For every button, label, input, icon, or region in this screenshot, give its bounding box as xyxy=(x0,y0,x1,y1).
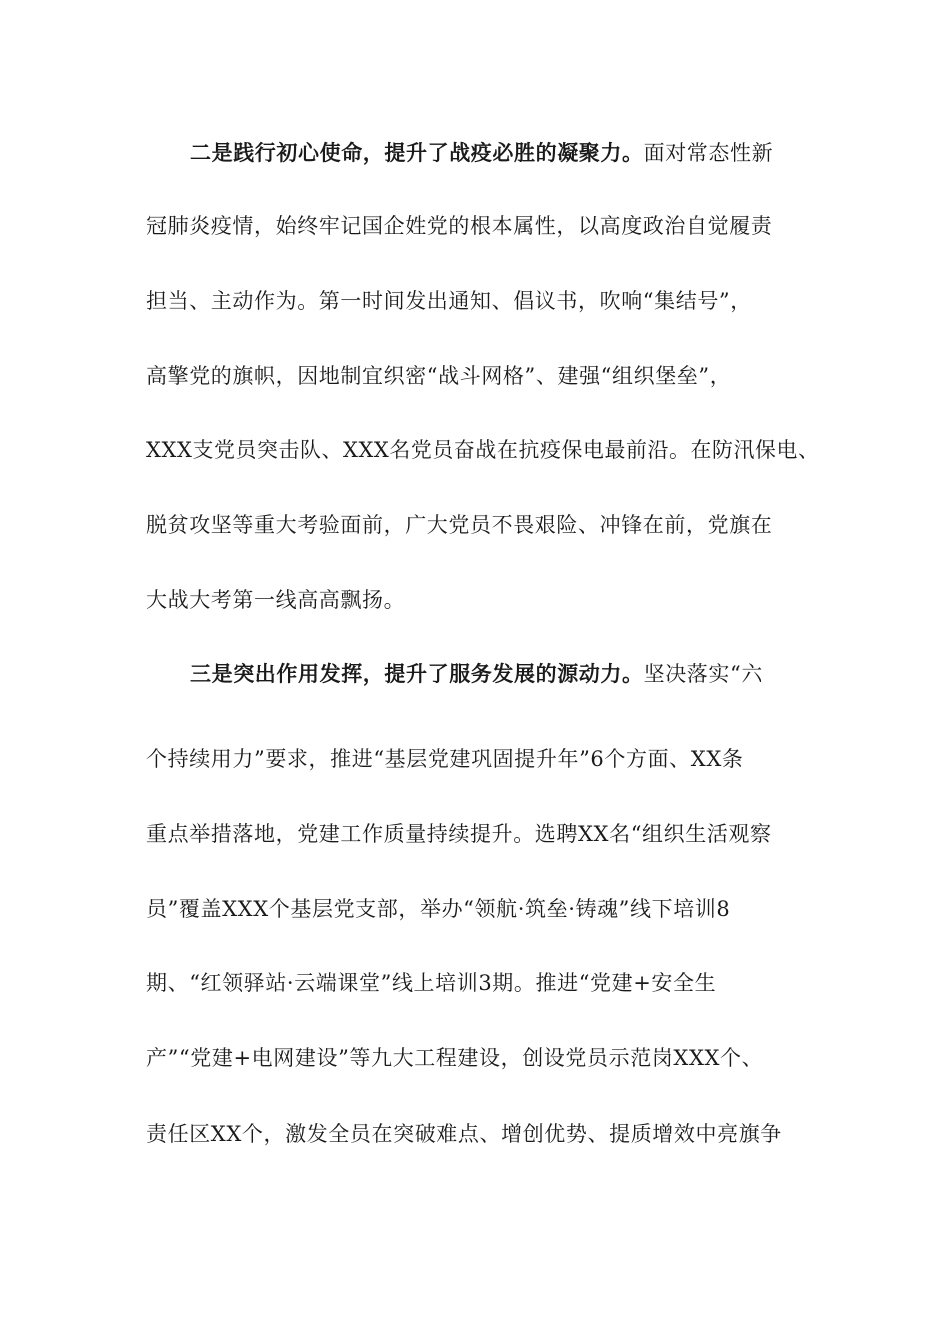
paragraph-1-line-4: 高擎党的旗帜，因地制宜织密“战斗网格”、建强“组织堡垒”， xyxy=(146,364,732,388)
paragraph-1-line-7: 大战大考第一线高高飘扬。 xyxy=(146,588,406,612)
paragraph-1-line-6: 脱贫攻坚等重大考验面前，广大党员不畏艰险、冲锋在前，党旗在 xyxy=(146,513,773,537)
paragraph-2-line-6: 产”“党建+电网建设”等九大工程建设，创设党员示范岗XXX个、 xyxy=(146,1046,764,1070)
paragraph-2-line-7: 责任区XX个，激发全员在突破难点、增创优势、提质增效中亮旗争 xyxy=(146,1122,782,1146)
paragraph-2-line-2: 个持续用力”要求，推进“基层党建巩固提升年”6个方面、XX条 xyxy=(146,747,744,771)
paragraph-2-line-1 xyxy=(190,660,763,688)
paragraph-2-lead-heading: 三是突出作用发挥，提升了服务发展的源动力。 xyxy=(190,661,644,686)
paragraph-1-line-5: XXX支党员突击队、XXX名党员奋战在抗疫保电最前沿。在防汛保电、 xyxy=(146,438,820,462)
paragraph-1-line-1 xyxy=(190,139,773,167)
paragraph-1-lead-heading: 二是践行初心使命，提升了战疫必胜的凝聚力。 xyxy=(190,140,644,165)
paragraph-1-line-1-text: 面对常态性新 xyxy=(643,141,774,165)
paragraph-2-line-4: 员”覆盖XXX个基层党支部，举办“领航·筑垒·铸魂”线下培训8 xyxy=(146,897,731,921)
paragraph-2-line-1-text: 坚决落实“六 xyxy=(643,662,763,686)
paragraph-2-line-3: 重点举措落地，党建工作质量持续提升。选聘XX名“组织生活观察 xyxy=(146,822,772,846)
paragraph-1-line-3: 担当、主动作为。第一时间发出通知、倡议书，吹响“集结号”， xyxy=(146,289,752,313)
paragraph-2-line-5: 期、“红领驿站·云端课堂”线上培训3期。推进“党建+安全生 xyxy=(146,971,717,995)
paragraph-1-line-2: 冠肺炎疫情，始终牢记国企姓党的根本属性，以高度政治自觉履责 xyxy=(146,214,773,238)
